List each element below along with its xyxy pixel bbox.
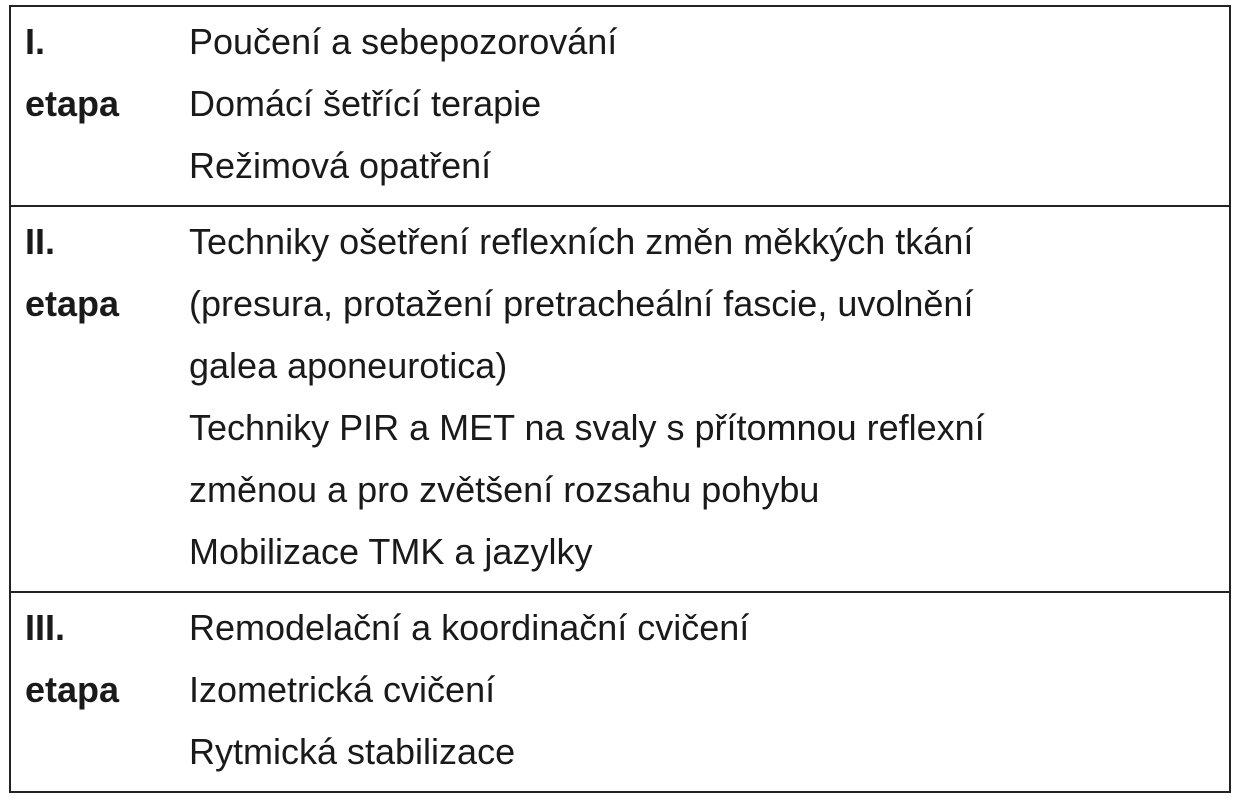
stage-number: I. [25,21,46,62]
stage-item: Režimová opatření [189,145,492,186]
stage-item: Poučení a sebepozorování [189,21,618,62]
stage-items [189,211,1229,583]
stage-item: Techniky ošetření reflexních změn měkkých tkání [189,221,974,262]
stage-label [11,11,189,197]
stage-word: etapa [25,283,120,324]
stage-item: Rytmická stabilizace [189,731,516,772]
stage-item: Domácí šetřící terapie [189,83,542,124]
stage-items [189,597,1229,783]
stage-label [11,597,189,783]
stage-item: změnou a pro zvětšení rozsahu pohybu [189,469,820,510]
stage-row-1 [11,7,1229,205]
stage-item: (presura, protažení pretracheální fascie, uvolnění [189,283,974,324]
stage-item: Techniky PIR a MET na svaly s přítomnou reflexní [189,407,985,448]
stage-word: etapa [25,83,120,124]
stage-items [189,11,1229,197]
therapy-stages-table [9,5,1231,793]
stage-row-2 [11,205,1229,591]
stage-row-3 [11,591,1229,791]
stage-item: Mobilizace TMK a jazylky [189,531,593,572]
stage-item: Remodelační a koordinační cvičení [189,607,750,648]
stage-number: III. [25,607,66,648]
stage-number: II. [25,221,56,262]
stage-label [11,211,189,583]
stage-word: etapa [25,669,120,710]
stage-item: Izometrická cvičení [189,669,496,710]
stage-item: galea aponeurotica) [189,345,508,386]
